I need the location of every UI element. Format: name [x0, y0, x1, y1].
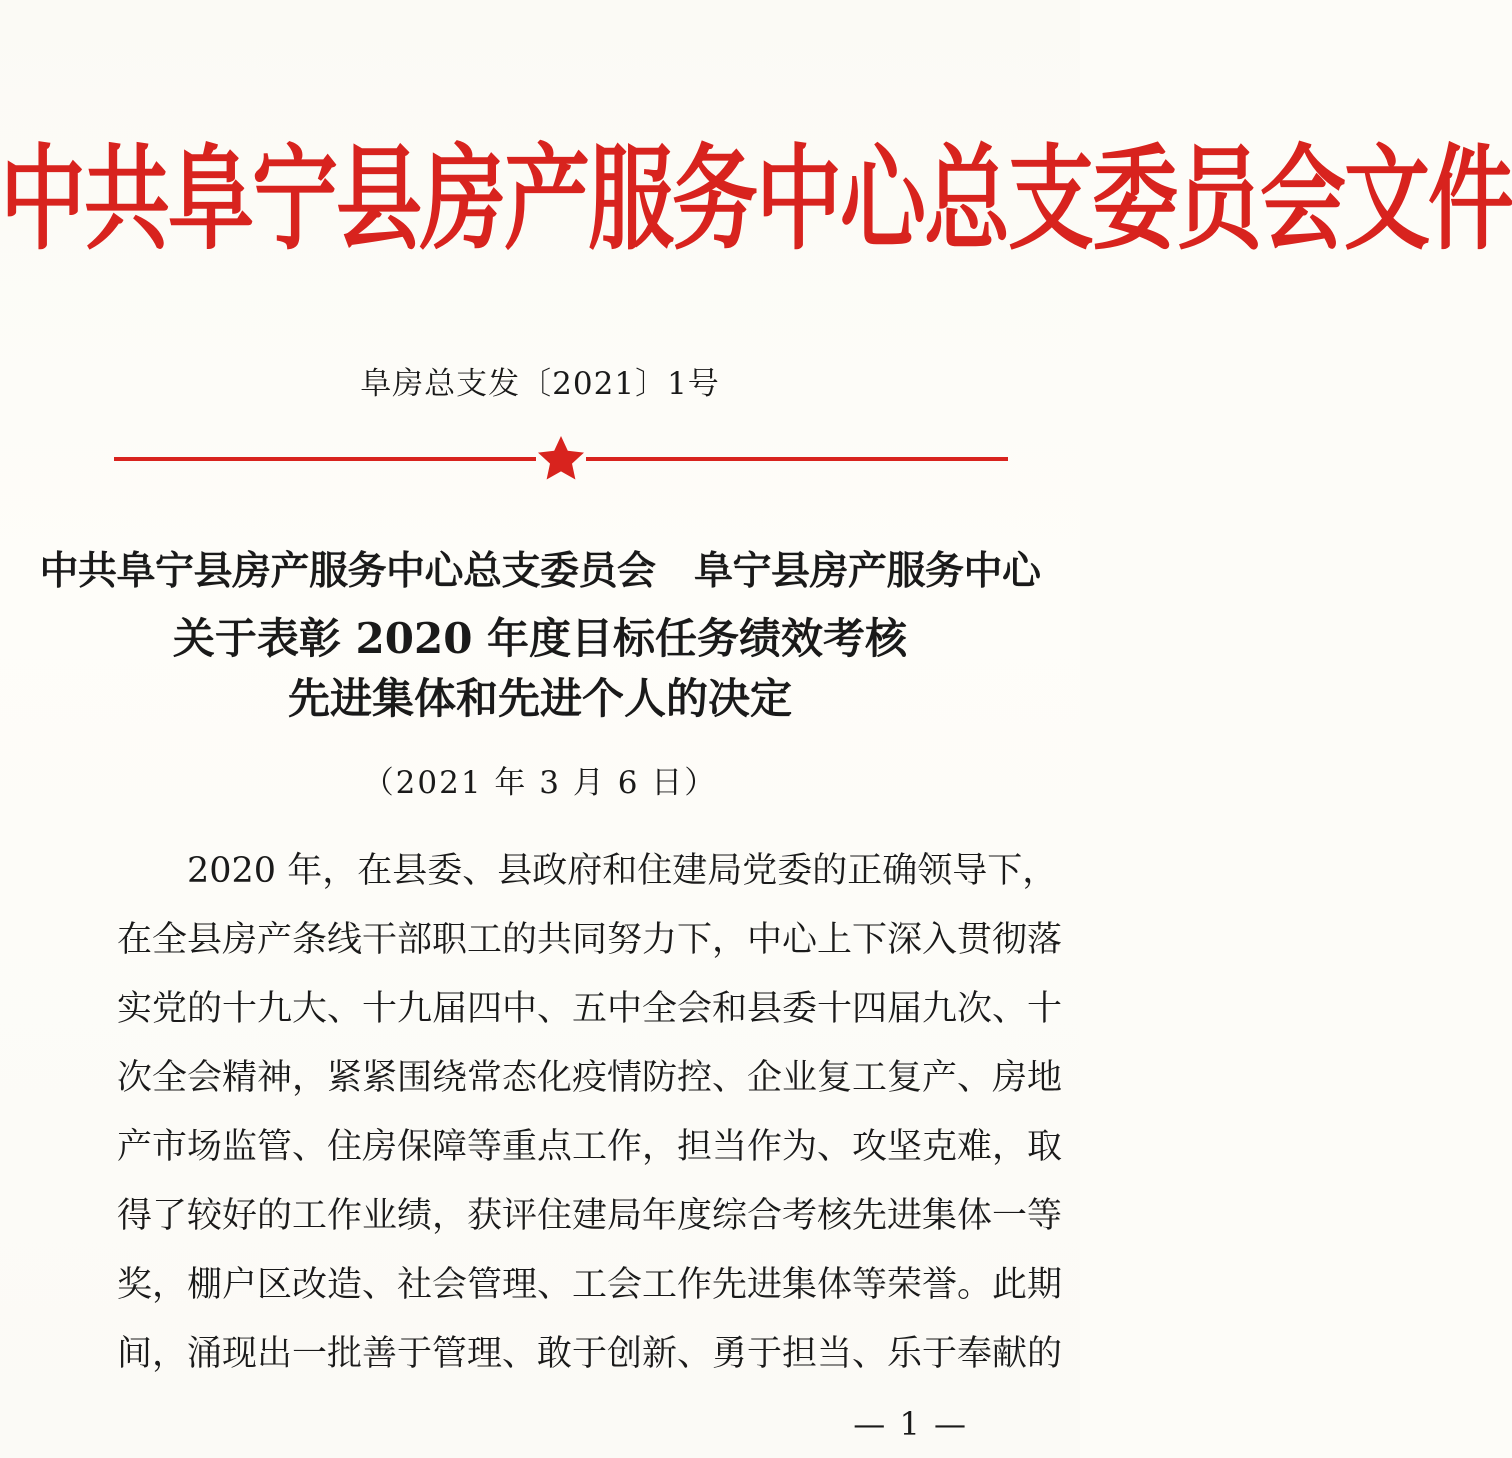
body-line: 奖，棚户区改造、社会管理、工会工作先进集体等荣誉。此期: [117, 1265, 1063, 1305]
red-divider: [114, 432, 1008, 480]
body-line: 2020 年，在县委、县政府和住建局党委的正确领导下，: [187, 851, 1058, 891]
body-line: 产市场监管、住房保障等重点工作，担当作为、攻坚克难，取: [117, 1127, 1063, 1167]
document-number: 阜房总支发〔2021〕1号: [360, 366, 720, 402]
body-line: 次全会精神，紧紧围绕常态化疫情防控、企业复工复产、房地: [117, 1058, 1063, 1098]
document-date: （2021 年 3 月 6 日）: [362, 765, 718, 801]
body-line: 得了较好的工作业绩，获评住建局年度综合考核先进集体一等: [117, 1196, 1063, 1236]
body-line: 间，涌现出一批善于管理、敢于创新、勇于担当、乐于奉献的: [117, 1334, 1063, 1374]
page-number: — 1 —: [853, 1405, 968, 1443]
star-icon: [538, 436, 584, 480]
body-paragraph: [117, 837, 1063, 1389]
document-title-line-3: 先进集体和先进个人的决定: [287, 674, 792, 723]
letterhead-title: 中共阜宁县房产服务中心总支委员会文件: [0, 133, 1512, 267]
document-title-line-2: 关于表彰 2020 年度目标任务绩效考核: [172, 614, 908, 663]
body-line: 在全县房产条线干部职工的共同努力下，中心上下深入贯彻落: [117, 920, 1063, 960]
document-title-line-1: 中共阜宁县房产服务中心总支委员会 阜宁县房产服务中心: [39, 548, 1041, 594]
body-line: 实党的十九大、十九届四中、五中全会和县委十四届九次、十: [117, 989, 1063, 1029]
